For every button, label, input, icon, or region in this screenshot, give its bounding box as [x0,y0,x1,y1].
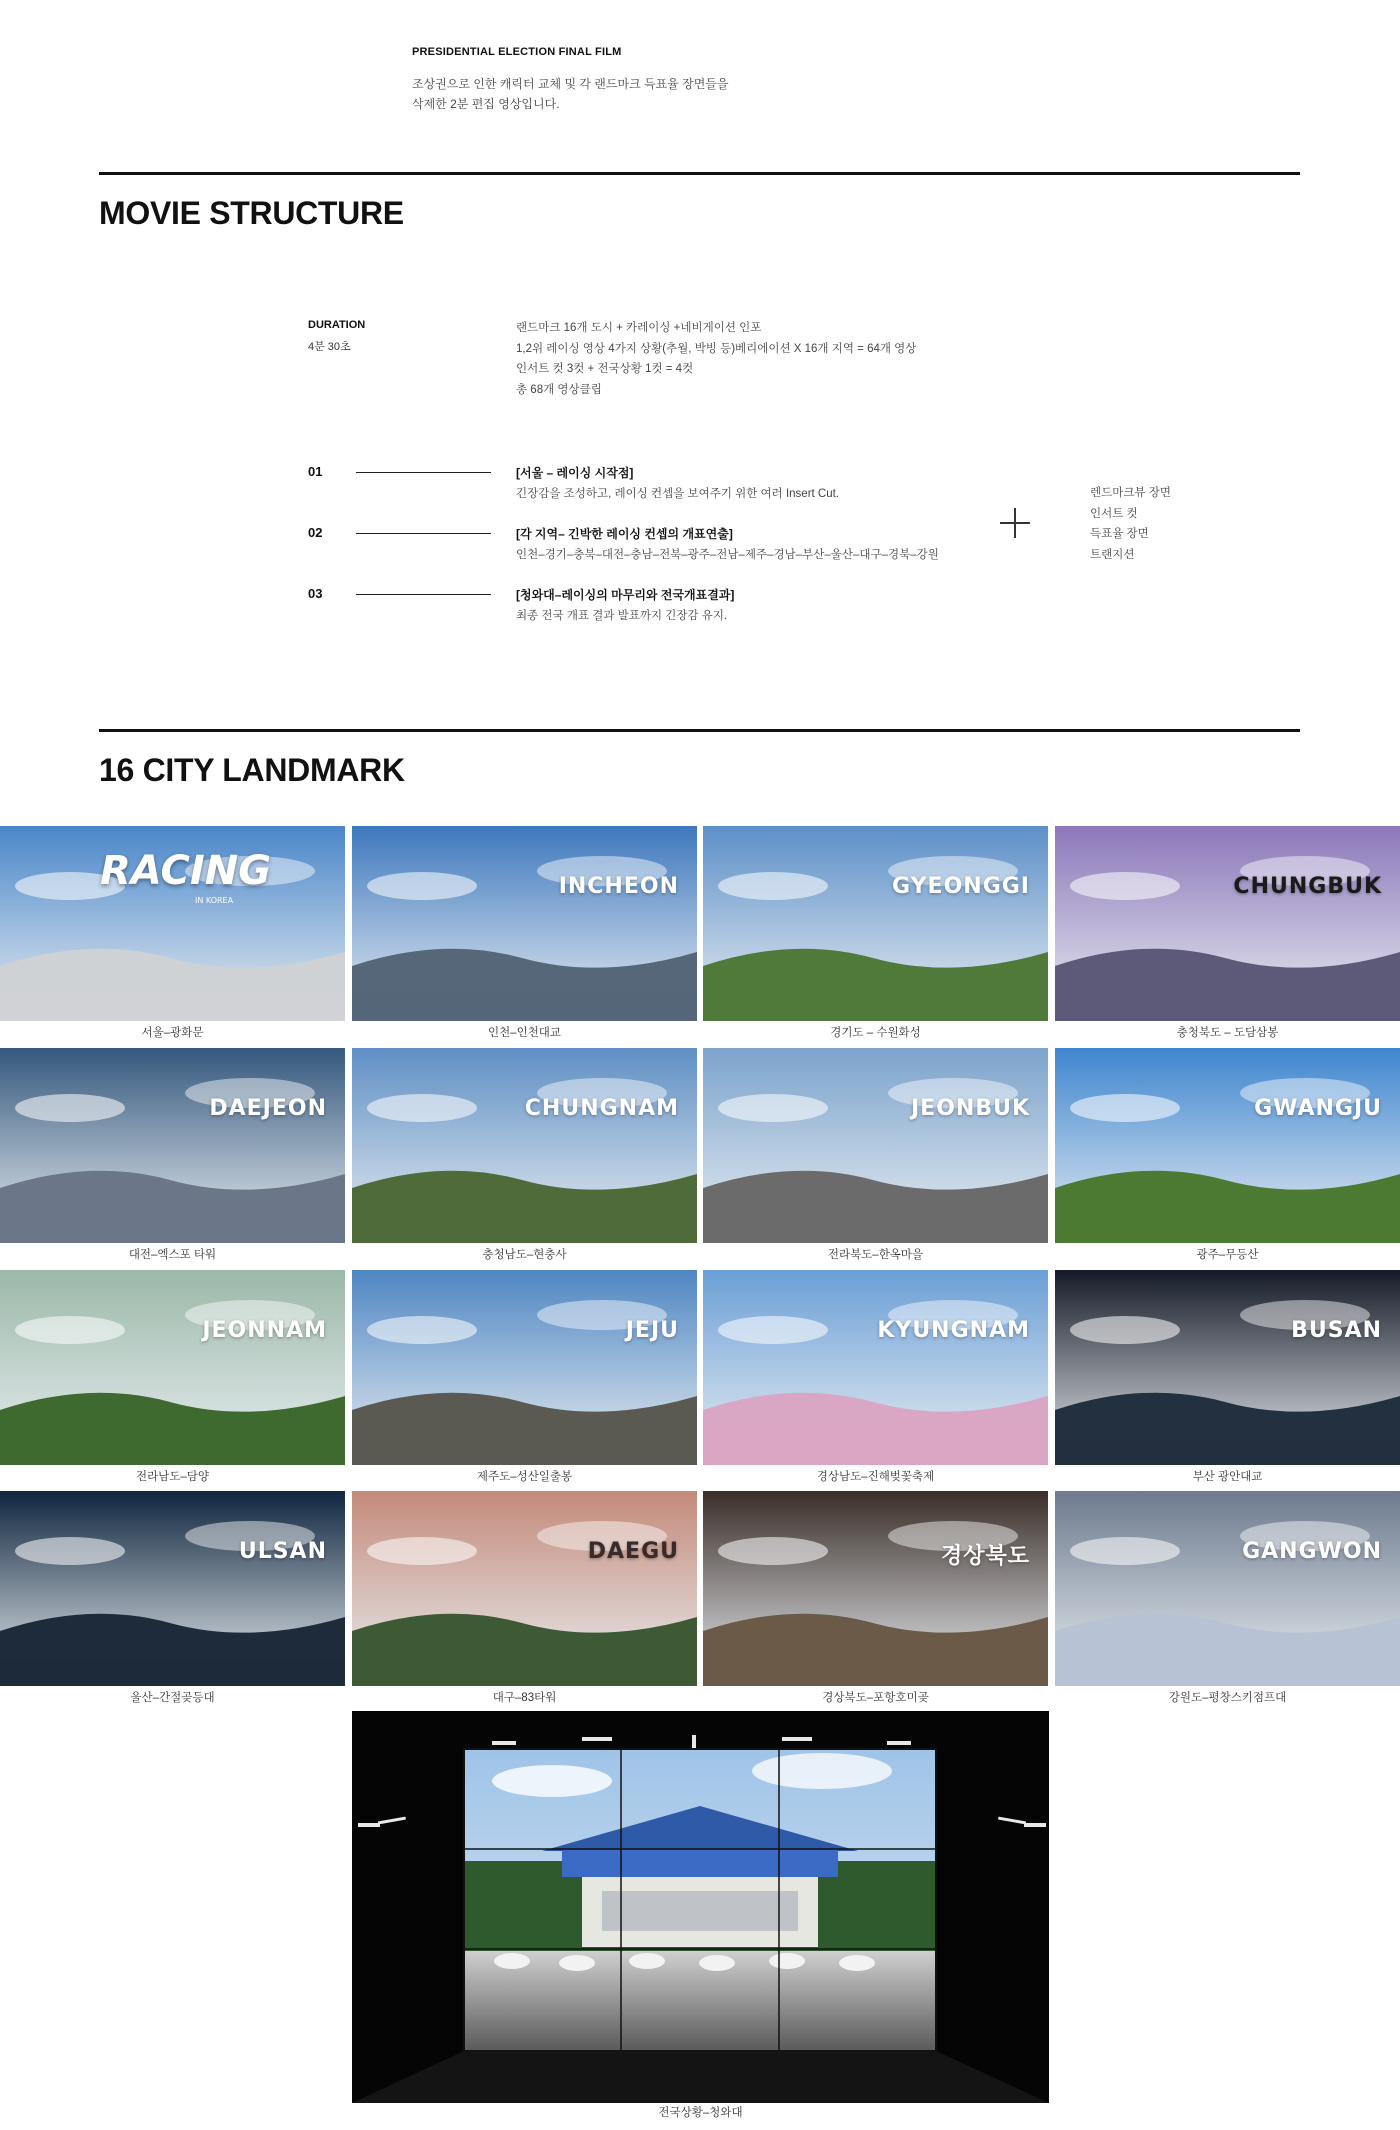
landmark-caption: 경상북도–포항호미곶 [822,1692,929,1704]
landmark-overlay-text: BUSAN [1291,1318,1382,1343]
landmark-caption: 부산 광안대교 [1192,1471,1263,1483]
intro-title: PRESIDENTIAL ELECTION FINAL FILM [412,46,622,58]
extras-item: 트랜지션 [1090,548,1135,561]
landmark-caption: 충청남도–현충사 [482,1249,567,1261]
landmark-image [352,1048,697,1243]
landmark-image [0,1048,345,1243]
extras-item: 인서트 컷 [1090,507,1138,520]
landmark-image [1055,1270,1400,1465]
step-connector-line [356,594,491,595]
final-scene-image [352,1711,1049,2103]
step-connector-line [356,472,491,473]
landmark-overlay-text: GWANGJU [1254,1096,1382,1121]
section-divider [99,172,1300,175]
landmark-overlay-text: JEONBUK [910,1096,1030,1121]
landmark-caption: 제주도–성산일출봉 [476,1471,573,1483]
step-description: 최종 전국 개표 결과 발표까지 긴장감 유지. [516,610,728,622]
landmark-caption: 서울–광화문 [141,1027,204,1039]
extras-item: 득표율 장면 [1090,528,1149,540]
landmark-image [703,826,1048,1021]
landmark-image [352,1270,697,1465]
landmark-overlay-subtext: IN KOREA [195,896,234,905]
landmark-image [352,826,697,1021]
landmark-overlay-text: INCHEON [558,874,679,899]
composition-list [516,318,916,400]
landmark-caption: 대전–엑스포 타워 [128,1249,217,1261]
landmark-caption: 경상남도–진해벚꽃축제 [816,1471,935,1483]
step-title: [청와대–레이싱의 마무리와 전국개표결과] [516,588,735,602]
extras-item: 렌드마크뷰 장면 [1090,487,1171,499]
landmark-caption: 충청북도 – 도담삼봉 [1176,1027,1279,1039]
movie-structure-heading: MOVIE STRUCTURE [99,195,404,231]
landmark-overlay-text: DAEJEON [209,1096,327,1121]
step-description: 긴장감을 조성하고, 레이싱 컨셉을 보여주기 위한 여러 Insert Cut. [516,488,840,500]
final-scene-caption: 전국상황–청와대 [658,2107,743,2119]
landmark-image [0,826,345,1021]
landmark-image [0,1270,345,1465]
composition-line: 인서트 컷 3컷 + 전국상황 1컷 = 4컷 [516,363,694,375]
intro-description: 조상권으로 인한 캐릭터 교체 및 각 랜드마크 득표율 장면들을 삭제한 2분 편집 영상입니다. [412,77,729,111]
landmark-image [352,1491,697,1686]
landmark-overlay-text: 경상북도 [940,1544,1030,1569]
step-title: [서울 – 레이싱 시작점] [516,466,634,480]
plus-icon [1000,508,1030,538]
composition-line: 랜드마크 16개 도시 + 카레이싱 +네비게이션 인포 [516,322,762,334]
landmark-image [703,1270,1048,1465]
composition-line: 1,2위 레이싱 영상 4가지 상황(추월, 박빙 등)베리에이션 X 16개 지역 = 64개 영상 [516,342,917,355]
landmark-overlay-text: GYEONGGI [892,874,1030,899]
step-title: [각 지역– 긴박한 레이싱 컨셉의 개표연출] [516,527,733,541]
step-number: 02 [308,525,323,540]
landmark-caption: 대구–83타워 [492,1692,557,1704]
landmark-caption: 광주–무등산 [1196,1249,1259,1261]
landmark-image [1055,1048,1400,1243]
landmark-image [703,1491,1048,1686]
landmark-overlay-text: CHUNGBUK [1233,874,1382,899]
step-description: 인천–경기–충북–대전–충남–전북–광주–전남–제주–경남–부산–울산–대구–경북–강원 [516,549,939,561]
landmark-overlay-text: RACING [100,848,272,894]
landmark-overlay-text: CHUNGNAM [524,1096,679,1121]
landmark-caption: 전라남도–담양 [135,1471,210,1483]
duration-value: 4분 30초 [308,341,351,353]
landmark-caption: 경기도 – 수원화성 [830,1027,921,1039]
intro-block [412,46,728,114]
landmark-caption: 강원도–평창스키점프대 [1168,1692,1287,1704]
step-number: 01 [308,464,323,479]
landmark-overlay-text: ULSAN [238,1539,327,1564]
landmark-overlay-text: DAEGU [587,1539,679,1564]
section-divider [99,729,1300,732]
landmark-caption: 울산–간절곶등대 [130,1692,215,1704]
landmark-heading: 16 CITY LANDMARK [99,752,405,788]
duration-label: DURATION [308,319,366,331]
landmark-image [1055,1491,1400,1686]
landmark-caption: 전라북도–한옥마을 [827,1249,924,1261]
landmark-image [703,1048,1048,1243]
landmark-caption: 인천–인천대교 [487,1027,562,1039]
landmark-image [1055,826,1400,1021]
extras-list [1090,483,1171,565]
step-connector-line [356,533,491,534]
step-number: 03 [308,586,323,601]
landmark-overlay-text: JEJU [625,1318,679,1343]
landmark-image [0,1491,345,1686]
landmark-overlay-text: KYUNGNAM [877,1318,1030,1343]
composition-line: 총 68개 영상클립 [516,383,602,396]
landmark-overlay-text: GANGWON [1242,1539,1382,1564]
landmark-overlay-text: JEONNAM [202,1318,327,1343]
